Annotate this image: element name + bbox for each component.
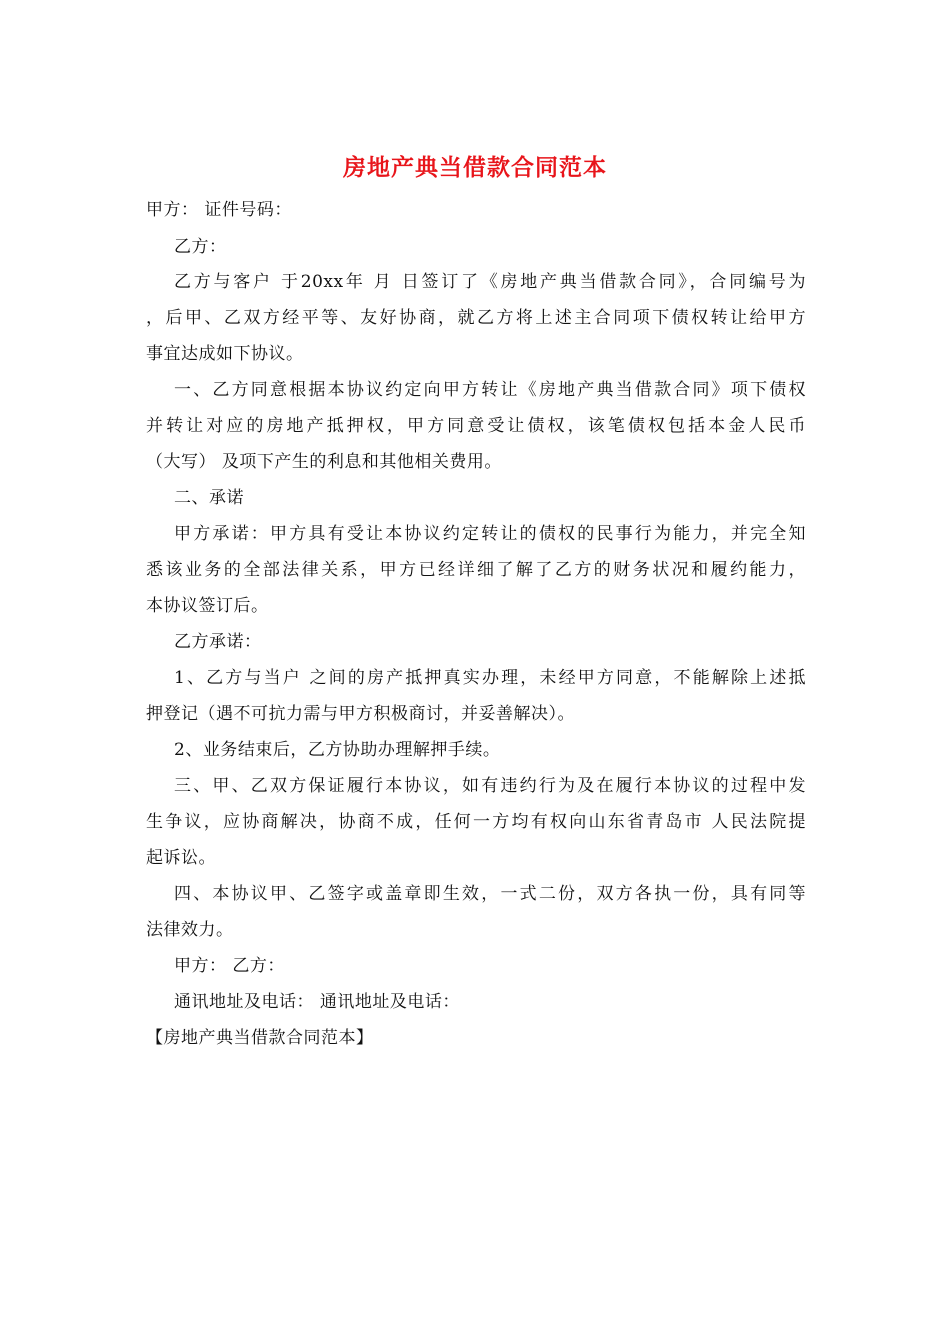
clause-3-line: 生争议，应协商解决，协商不成，任何一方均有权向山东省青岛市 人民法院提 xyxy=(146,812,806,832)
party-a-promise-line: 甲方承诺：甲方具有受让本协议约定转让的债权的民事行为能力，并完全知 xyxy=(174,524,806,544)
clause-1-line: 一、乙方同意根据本协议约定向甲方转让《房地产典当借款合同》项下债权 xyxy=(174,380,806,400)
document-footer-title: 【房地产典当借款合同范本】 xyxy=(146,1028,374,1048)
promise-item-2-line: 2、业务结束后，乙方协助办理解押手续。 xyxy=(174,740,501,760)
clause-1-line: 并转让对应的房地产抵押权，甲方同意受让债权，该笔债权包括本金人民币 xyxy=(146,416,806,436)
clause-4-line: 四、本协议甲、乙签字或盖章即生效，一式二份，双方各执一份，具有同等 xyxy=(174,884,806,904)
promise-item-1-line: 押登记（遇不可抗力需与甲方积极商讨，并妥善解决）。 xyxy=(146,704,575,724)
party-a-promise-line: 本协议签订后。 xyxy=(146,596,269,616)
paragraph-line: ，后甲、乙双方经平等、友好协商，就乙方将上述主合同项下债权转让给甲方 xyxy=(146,308,806,328)
party-b-promise-heading: 乙方承诺： xyxy=(174,632,262,652)
party-a-promise-line: 悉该业务的全部法律关系，甲方已经详细了解了乙方的财务状况和履约能力， xyxy=(146,560,806,580)
party-a-id-line: 甲方： 证件号码： xyxy=(146,200,292,220)
paragraph-line: 乙方与客户 于20xx年 月 日签订了《房地产典当借款合同》，合同编号为 xyxy=(174,272,806,292)
address-phone-line: 通讯地址及电话： 通讯地址及电话： xyxy=(174,992,460,1012)
clause-3-line: 起诉讼。 xyxy=(146,848,216,868)
promise-item-1-line: 1、乙方与当户 之间的房产抵押真实办理，未经甲方同意，不能解除上述抵 xyxy=(174,668,806,688)
clause-2-heading: 二、承诺 xyxy=(174,488,244,508)
signature-line: 甲方： 乙方： xyxy=(174,956,285,976)
document-title: 房地产典当借款合同范本 xyxy=(343,154,607,181)
clause-1-line: （大写） 及项下产生的利息和其他相关费用。 xyxy=(146,452,502,472)
clause-4-line: 法律效力。 xyxy=(146,920,234,940)
paragraph-line: 事宜达成如下协议。 xyxy=(146,344,304,364)
party-b-line: 乙方： xyxy=(174,237,227,257)
clause-3-line: 三、甲、乙双方保证履行本协议，如有违约行为及在履行本协议的过程中发 xyxy=(174,776,806,796)
